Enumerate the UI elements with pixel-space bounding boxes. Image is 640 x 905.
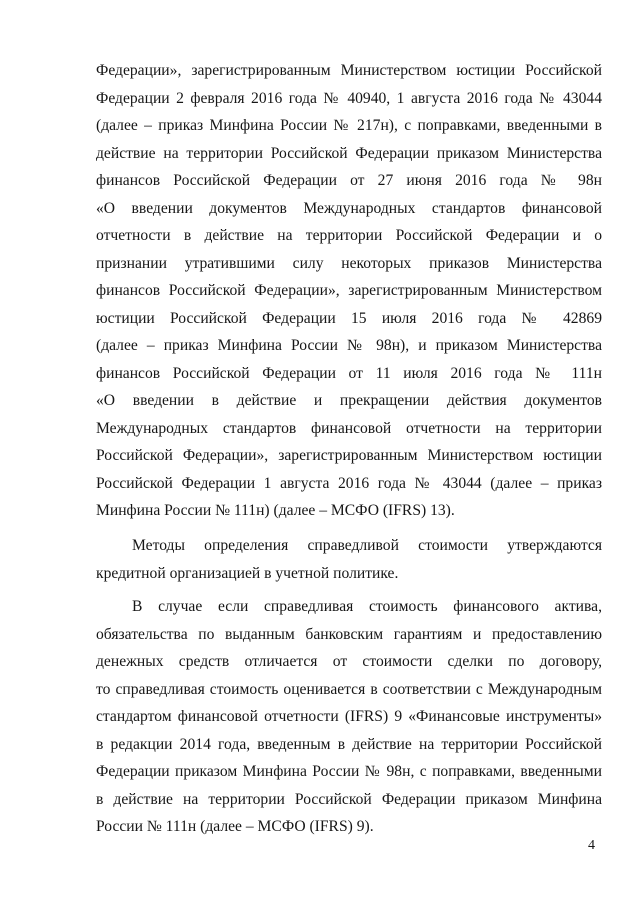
text-line: Федерации приказом Минфина России № 98н, с поправками, введенными [96,763,602,780]
text-line: Федерации 2 февраля 2016 года № 40940, 1 августа 2016 года № 43044 [96,90,602,107]
text-line: юстиции Российской Федерации 15 июля 2016 года № 42869 [96,310,602,327]
text-line: действие на территории Российской Федерации приказом Министерства [96,145,602,162]
text-line: «О введении в действие и прекращении действия документов [96,392,602,409]
text-line: обязательства по выданным банковским гарантиям и предоставлению [96,626,602,643]
text-line: финансов Российской Федерации от 11 июля 2016 года № 111н [96,365,602,382]
page-number: 4 [588,838,595,853]
text-line: в редакции 2014 года, введенным в действие на территории Российской [96,736,602,753]
text-line: стандартом финансовой отчетности (IFRS) 9 «Финансовые инструменты» [96,708,602,725]
text-line: «О введении документов Международных стандартов финансовой [96,200,602,217]
text-line: России № 111н (далее – МСФО (IFRS) 9). [96,818,374,835]
text-line: отчетности в действие на территории Российской Федерации и о [96,227,602,244]
text-line: Методы определения справедливой стоимости утверждаются [132,537,602,554]
text-line: финансов Российской Федерации от 27 июня 2016 года № 98н [96,172,602,189]
text-line: (далее – приказ Минфина России № 217н), с поправками, введенными в [96,117,602,134]
text-line: денежных средств отличается от стоимости сделки по договору, [96,653,602,670]
text-line: Минфина России № 111н) (далее – МСФО (IFRS) 13). [96,502,455,519]
text-line: Российской Федерации 1 августа 2016 года № 43044 (далее – приказ [96,475,602,492]
text-line: Международных стандартов финансовой отчетности на территории [96,420,602,437]
text-line: признании утратившими силу некоторых приказов Министерства [96,255,602,272]
text-line: кредитной организацией в учетной политике. [96,565,399,582]
text-line: (далее – приказ Минфина России № 98н), и приказом Министерства [96,337,602,354]
text-line: финансов Российской Федерации», зарегистрированным Министерством [96,282,602,299]
text-line: Российской Федерации», зарегистрированным Министерством юстиции [96,447,602,464]
text-line: Федерации», зарегистрированным Министерством юстиции Российской [96,62,602,79]
text-line: В случае если справедливая стоимость финансового актива, [132,598,602,615]
text-line: то справедливая стоимость оценивается в соответствии с Международным [96,681,602,698]
text-line: в действие на территории Российской Федерации приказом Минфина [96,791,602,808]
